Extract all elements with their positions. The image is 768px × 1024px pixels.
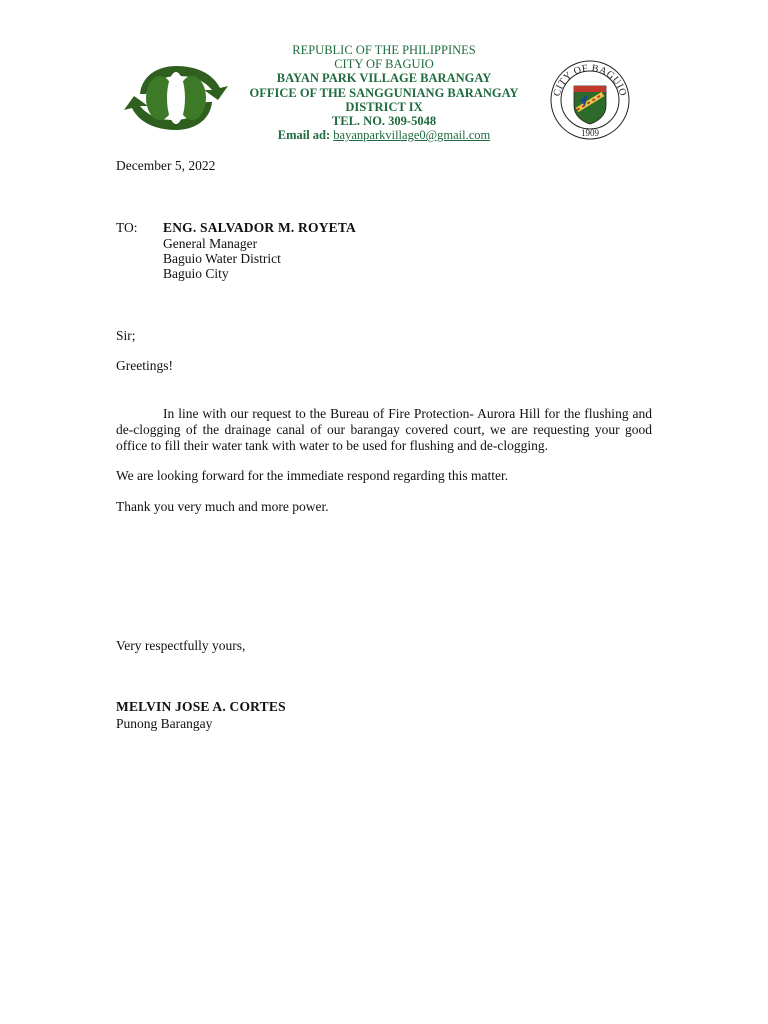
signer-name: MELVIN JOSE A. CORTES	[116, 699, 286, 714]
letter-date: December 5, 2022	[116, 158, 216, 173]
addressee-city: Baguio City	[163, 266, 229, 281]
email-label: Email ad:	[277, 128, 331, 143]
republic-line: REPUBLIC OF THE PHILIPPINES	[292, 43, 476, 57]
city-seal-icon	[547, 60, 633, 140]
letterhead	[0, 0, 768, 150]
office-line: OFFICE OF THE SANGGUNIANG BARANGAY	[249, 85, 519, 100]
addressee-organization: Baguio Water District	[163, 251, 281, 266]
body-paragraph-1: In line with our request to the Bureau of Fire Protection- Aurora Hill for the flushing and de-clogging of the drainage canal of our barangay covered court, we are requesting your good office to fill their water tank with water to be used for flushing and de-clogging.	[116, 406, 652, 453]
body-paragraph-3: Thank you very much and more power.	[116, 499, 329, 514]
greeting: Greetings!	[116, 358, 173, 373]
seal-year: 1909	[581, 128, 599, 138]
letterhead-text	[236, 43, 532, 142]
barangay-logo-icon	[120, 64, 232, 132]
barangay-line: BAYAN PARK VILLAGE BARANGAY	[276, 71, 492, 86]
email-link[interactable]: bayanparkvillage0@gmail.com	[333, 128, 491, 143]
signer-title: Punong Barangay	[116, 716, 213, 731]
district-line: DISTRICT IX	[345, 99, 423, 114]
salutation: Sir;	[116, 328, 136, 343]
addressee-name: ENG. SALVADOR M. ROYETA	[163, 220, 357, 235]
to-label: TO:	[116, 220, 138, 235]
body-paragraph-2: We are looking forward for the immediate respond regarding this matter.	[116, 468, 509, 483]
closing: Very respectfully yours,	[116, 638, 246, 653]
email-row	[236, 128, 532, 142]
seal-arc-text: CITY OF BAGUIO	[551, 62, 629, 98]
addressee-position: General Manager	[163, 236, 258, 251]
tel-line: TEL. NO. 309-5048	[331, 114, 437, 129]
city-line: CITY OF BAGUIO	[334, 57, 434, 72]
